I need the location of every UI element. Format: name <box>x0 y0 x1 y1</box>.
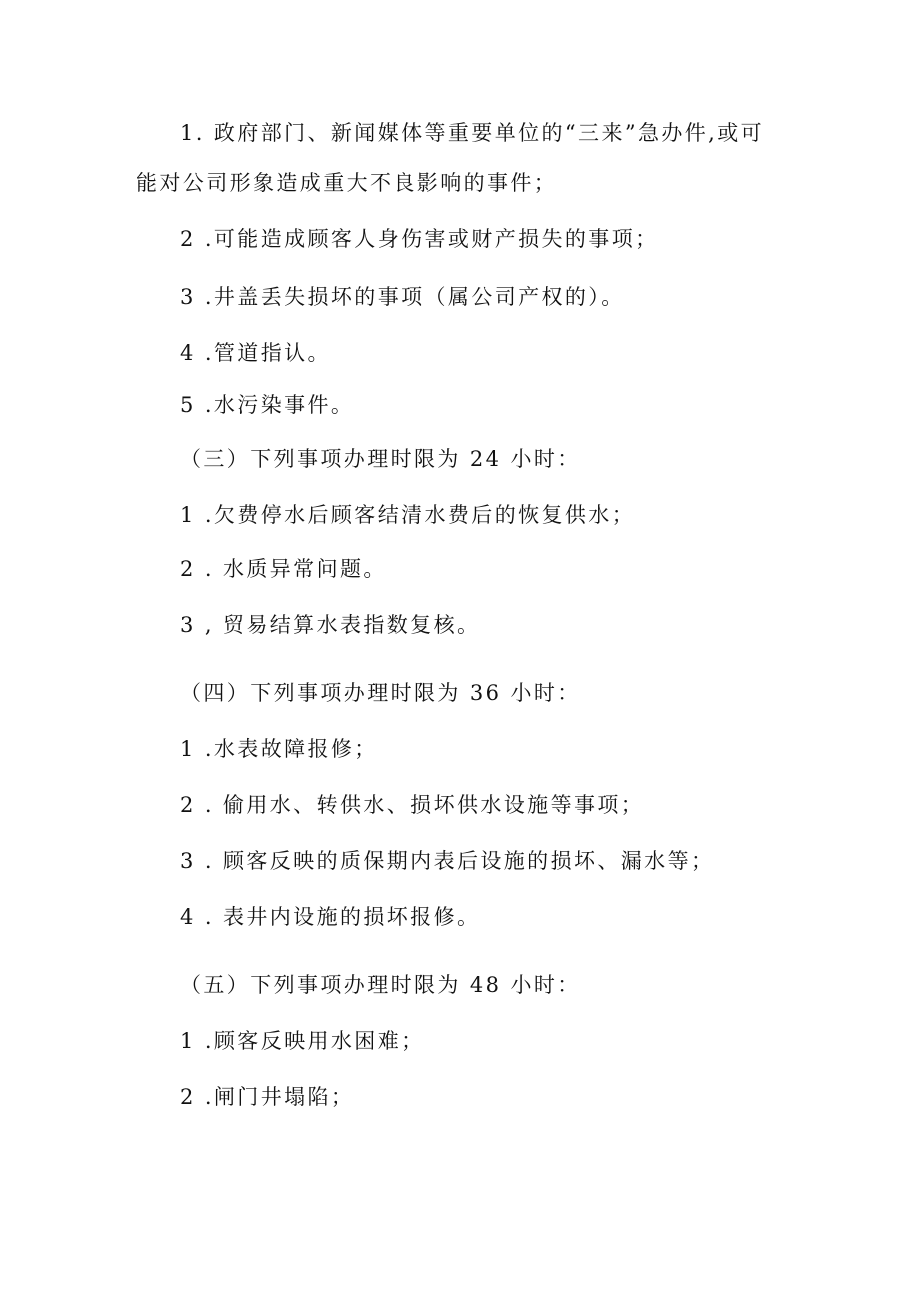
list-item: 1 .欠费停水后顾客结清水费后的恢复供水； <box>180 503 636 527</box>
list-item: 3 . 顾客反映的质保期内表后设施的损坏、漏水等； <box>180 849 715 873</box>
list-item: 3 , 贸易结算水表指数复核。 <box>180 613 481 637</box>
list-item: 2 .可能造成顾客人身伤害或财产损失的事项； <box>180 227 659 251</box>
paragraph-line: 能对公司形象造成重大不良影响的事件； <box>136 171 558 195</box>
list-item: 4 .管道指认。 <box>180 341 331 365</box>
list-item: 1 .水表故障报修； <box>180 737 378 761</box>
list-item: 2 .闸门井塌陷； <box>180 1085 355 1109</box>
list-item: 1 .顾客反映用水困难； <box>180 1029 425 1053</box>
list-item: 3 .井盖丢失损坏的事项（属公司产权的）。 <box>180 285 625 309</box>
list-item: 2 . 水质异常问题。 <box>180 557 387 581</box>
list-item: 4 . 表井内设施的损坏报修。 <box>180 905 481 929</box>
section-heading: （三）下列事项办理时限为 24 小时： <box>180 447 581 471</box>
section-heading: （四）下列事项办理时限为 36 小时： <box>180 681 581 705</box>
list-item: 5 .水污染事件。 <box>180 393 355 417</box>
paragraph-line: 1. 政府部门、新闻媒体等重要单位的“三来”急办件,或可 <box>180 121 765 145</box>
list-item: 2 . 偷用水、转供水、损坏供水设施等事项； <box>180 793 645 817</box>
section-heading: （五）下列事项办理时限为 48 小时： <box>180 973 581 997</box>
